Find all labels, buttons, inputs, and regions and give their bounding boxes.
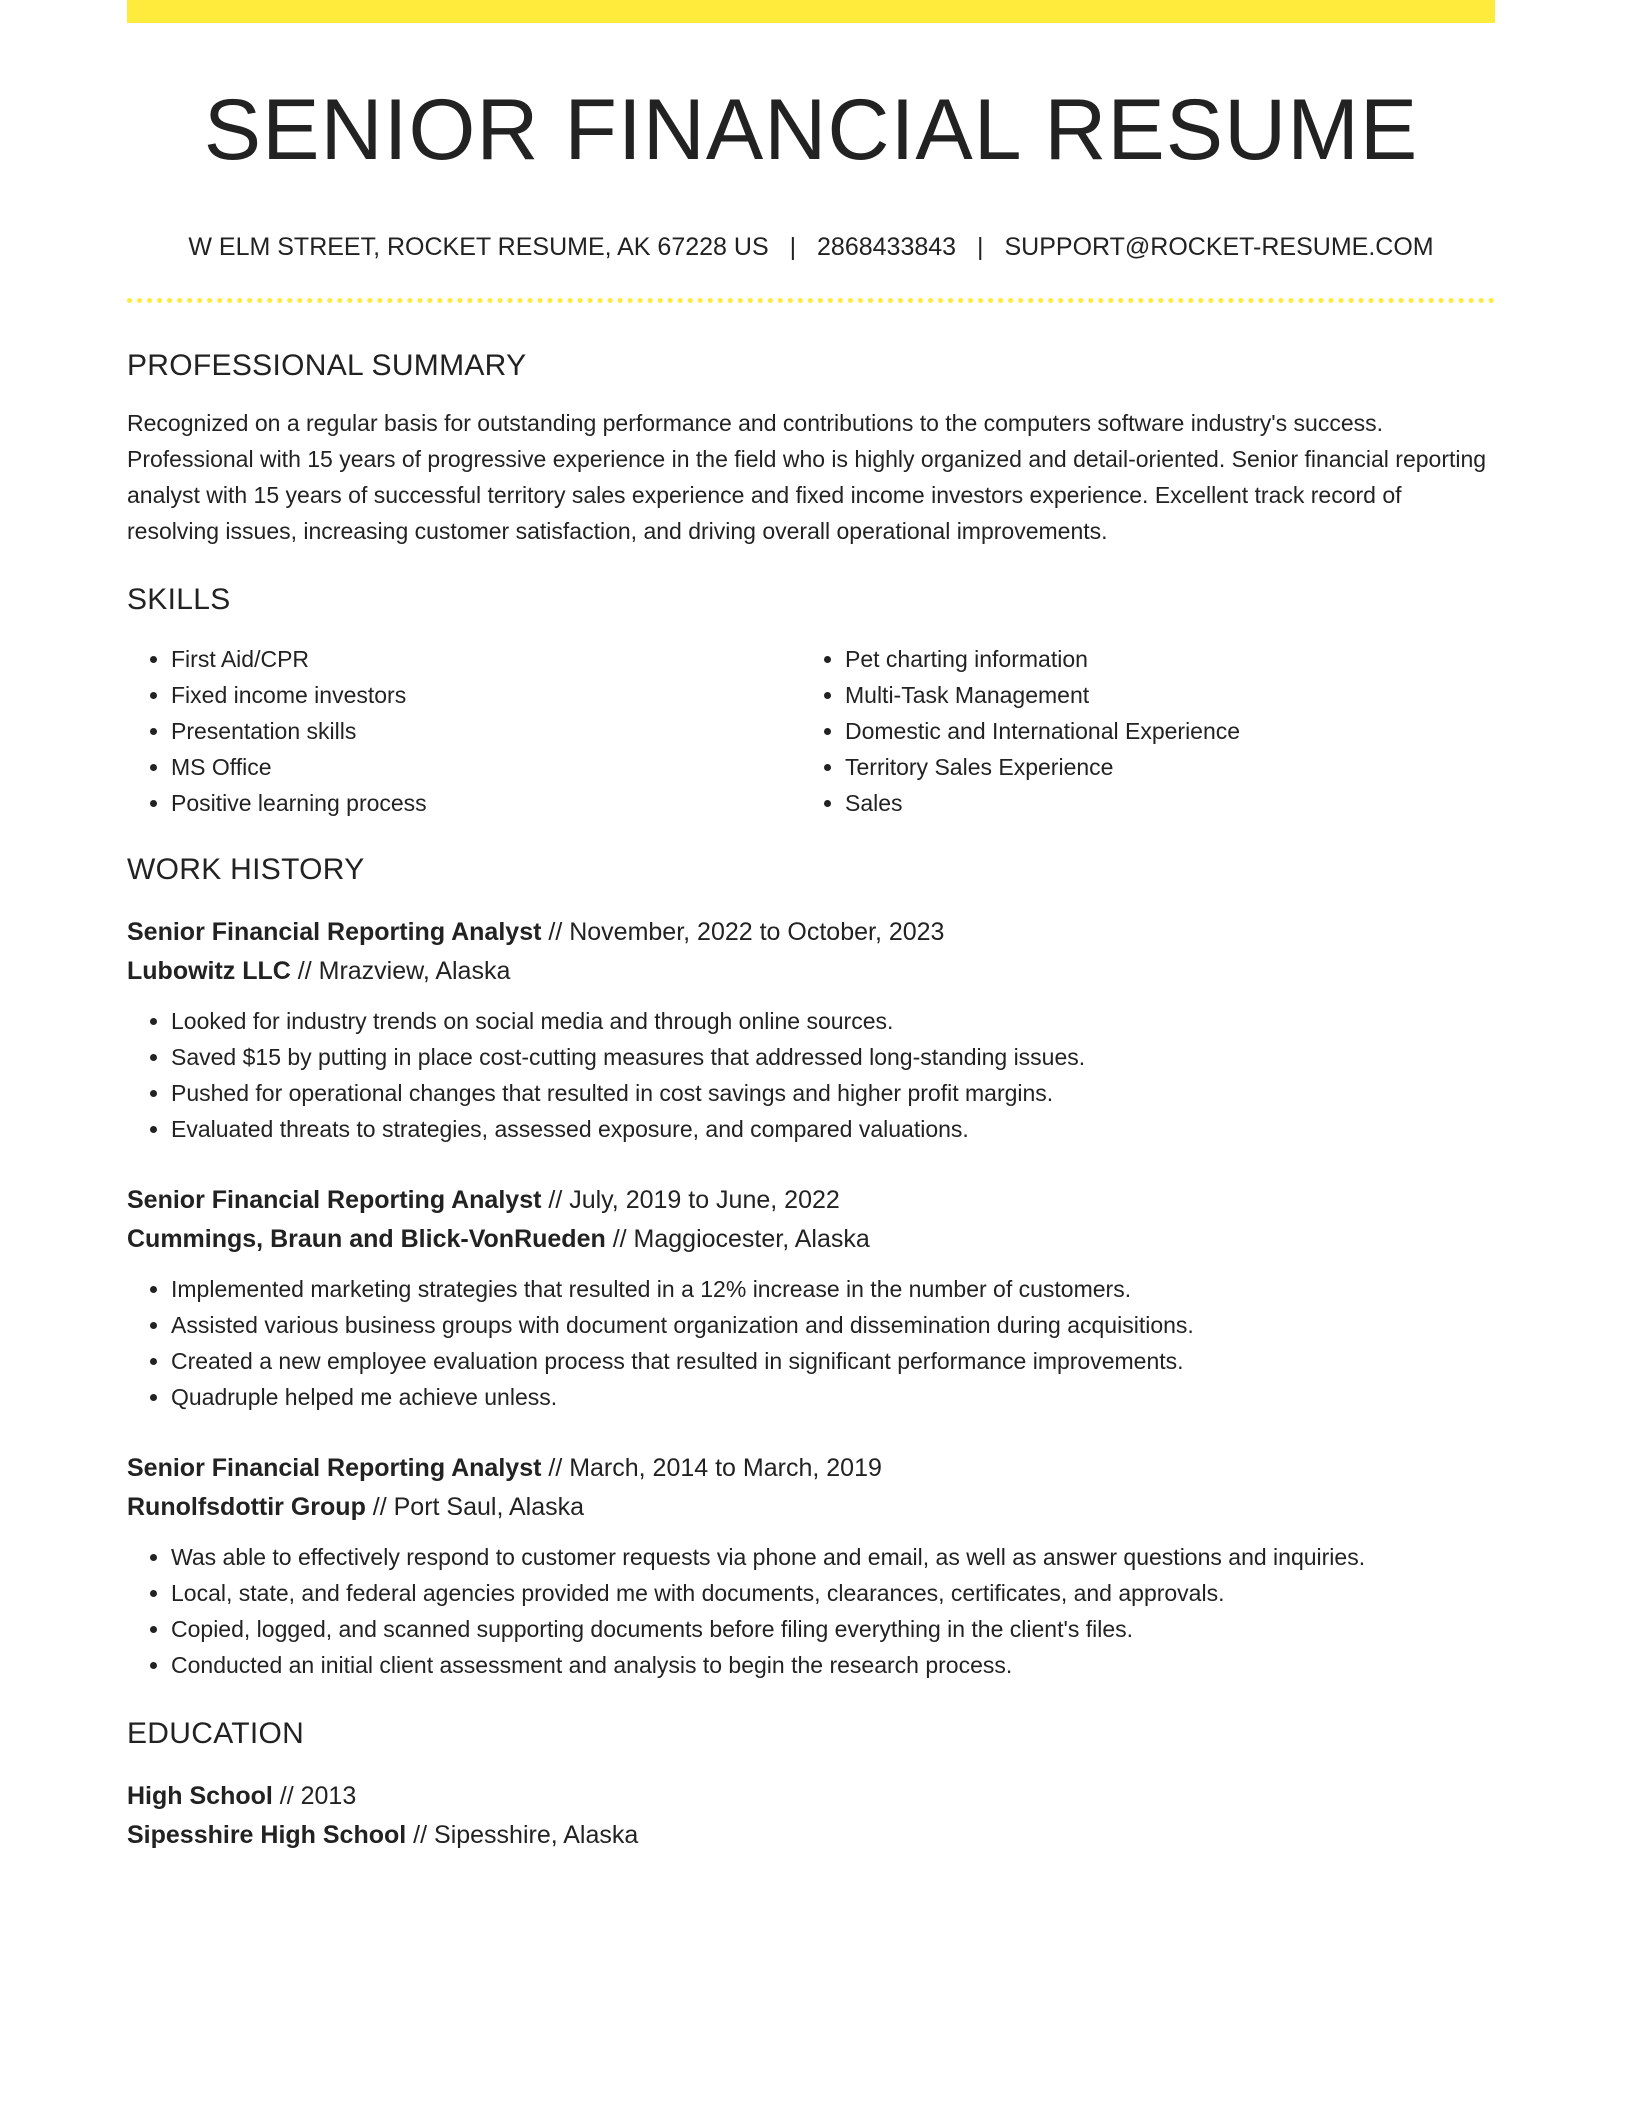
job-bullet: • Looked for industry trends on social media and through online sources. bbox=[171, 1003, 1495, 1039]
education-location: // Sipesshire, Alaska bbox=[406, 1820, 639, 1849]
dotted-divider bbox=[127, 298, 1495, 303]
job-bullet: • Copied, logged, and scanned supporting documents before filing everything in the client's files. bbox=[171, 1611, 1495, 1647]
job-bullets bbox=[127, 1539, 1495, 1683]
job-bullet: • Was able to effectively respond to customer requests via phone and email, as well as answer questions and inquiries. bbox=[171, 1539, 1495, 1575]
education-entry bbox=[127, 1777, 1495, 1855]
skill-item: • MS Office bbox=[171, 749, 801, 785]
resume-name: SENIOR FINANCIAL RESUME bbox=[203, 82, 1419, 178]
job-bullet: • Assisted various business groups with document organization and dissemination during acquisitions. bbox=[171, 1307, 1495, 1343]
skill-item: • First Aid/CPR bbox=[171, 641, 801, 677]
job-bullet: • Conducted an initial client assessment and analysis to begin the research process. bbox=[171, 1647, 1495, 1683]
contact-separator: | bbox=[977, 232, 984, 261]
job-dates: // March, 2014 to March, 2019 bbox=[541, 1453, 882, 1482]
job-company-line bbox=[127, 952, 1495, 991]
contact-separator: | bbox=[789, 232, 797, 261]
skill-item: • Multi-Task Management bbox=[845, 677, 1475, 713]
summary-heading: PROFESSIONAL SUMMARY bbox=[127, 348, 527, 382]
job-company-line bbox=[127, 1220, 1495, 1259]
summary-text: Recognized on a regular basis for outstanding performance and contributions to the computers software industry's success. Professional with 15 years of progressive experience in the field who is highly organized and detail-oriented. Senior financial reporting analyst with 15 years of successful territory sales experience and fixed income investors experience. Excellent track record of resolving issues, increasing customer satisfaction, and driving overall operational improvements. bbox=[127, 409, 1487, 544]
job-company-line bbox=[127, 1488, 1495, 1527]
job-entry bbox=[127, 913, 1495, 1147]
skills-column-right bbox=[801, 641, 1475, 821]
job-title-line bbox=[127, 1449, 1495, 1488]
job-location: // Maggiocester, Alaska bbox=[605, 1224, 870, 1253]
job-bullets bbox=[127, 1003, 1495, 1147]
contact-line bbox=[127, 232, 1495, 262]
job-role: Senior Financial Reporting Analyst bbox=[127, 1453, 542, 1482]
skills-heading: SKILLS bbox=[127, 582, 231, 616]
job-dates: // July, 2019 to June, 2022 bbox=[541, 1185, 840, 1214]
job-location: // Port Saul, Alaska bbox=[365, 1492, 585, 1521]
education-school: Sipesshire High School bbox=[127, 1820, 407, 1849]
contact-email: SUPPORT@ROCKET-RESUME.COM bbox=[1004, 232, 1434, 261]
education-heading: EDUCATION bbox=[127, 1716, 305, 1750]
education-degree: High School bbox=[127, 1781, 273, 1810]
job-role: Senior Financial Reporting Analyst bbox=[127, 917, 542, 946]
job-bullets bbox=[127, 1271, 1495, 1415]
job-bullet: • Implemented marketing strategies that resulted in a 12% increase in the number of customers. bbox=[171, 1271, 1495, 1307]
job-dates: // November, 2022 to October, 2023 bbox=[541, 917, 945, 946]
skill-item: • Presentation skills bbox=[171, 713, 801, 749]
education-school-line bbox=[127, 1816, 1495, 1855]
job-bullet: • Local, state, and federal agencies provided me with documents, clearances, certificates, and approvals. bbox=[171, 1575, 1495, 1611]
skills-list bbox=[127, 641, 1495, 821]
job-bullet: • Evaluated threats to strategies, assessed exposure, and compared valuations. bbox=[171, 1111, 1495, 1147]
job-entry bbox=[127, 1181, 1495, 1415]
job-entry bbox=[127, 1449, 1495, 1683]
skill-item: • Fixed income investors bbox=[171, 677, 801, 713]
job-location: // Mrazview, Alaska bbox=[290, 956, 511, 985]
education-year: // 2013 bbox=[272, 1781, 357, 1810]
skill-item: • Positive learning process bbox=[171, 785, 801, 821]
job-bullet: • Saved $15 by putting in place cost-cutting measures that addressed long-standing issues. bbox=[171, 1039, 1495, 1075]
skill-item: • Domestic and International Experience bbox=[845, 713, 1475, 749]
accent-top-bar bbox=[127, 0, 1495, 23]
contact-phone: 2868433843 bbox=[817, 232, 957, 261]
skill-item: • Territory Sales Experience bbox=[845, 749, 1475, 785]
job-company: Runolfsdottir Group bbox=[127, 1492, 366, 1521]
work-history-heading: WORK HISTORY bbox=[127, 852, 365, 886]
job-title-line bbox=[127, 1181, 1495, 1220]
contact-address: W ELM STREET, ROCKET RESUME, AK 67228 US bbox=[188, 232, 769, 261]
skill-item: • Pet charting information bbox=[845, 641, 1475, 677]
job-company: Lubowitz LLC bbox=[127, 956, 291, 985]
job-bullet: • Created a new employee evaluation process that resulted in significant performance improvements. bbox=[171, 1343, 1495, 1379]
job-company: Cummings, Braun and Blick-VonRueden bbox=[127, 1224, 606, 1253]
skills-column-left bbox=[127, 641, 801, 821]
job-role: Senior Financial Reporting Analyst bbox=[127, 1185, 542, 1214]
job-bullet: • Quadruple helped me achieve unless. bbox=[171, 1379, 1495, 1415]
skill-item: • Sales bbox=[845, 785, 1475, 821]
job-title-line bbox=[127, 913, 1495, 952]
job-bullet: • Pushed for operational changes that resulted in cost savings and higher profit margins. bbox=[171, 1075, 1495, 1111]
resume-page bbox=[127, 0, 1495, 1855]
education-degree-line bbox=[127, 1777, 1495, 1816]
